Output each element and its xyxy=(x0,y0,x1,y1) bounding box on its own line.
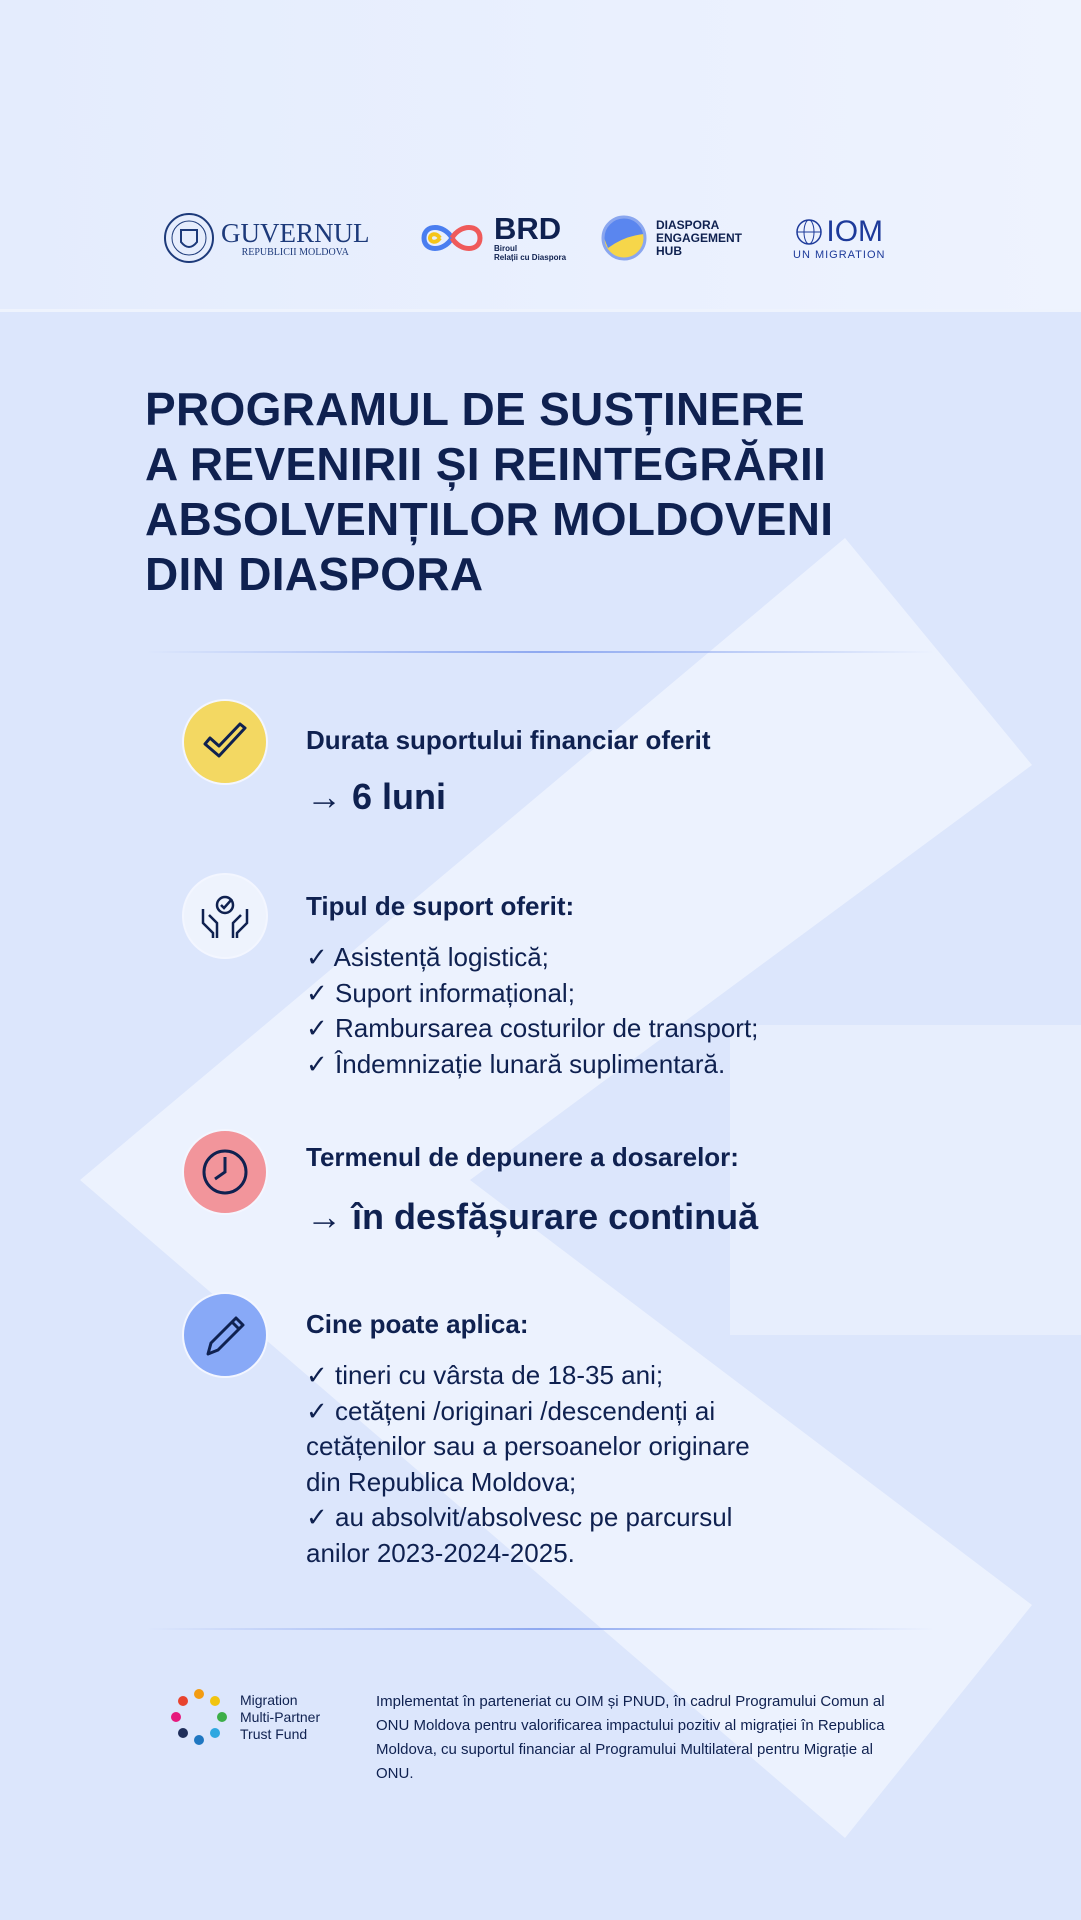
list-item: ✓ Îndemnizație lunară suplimentară. xyxy=(306,1048,726,1079)
title-line: DIN DIASPORA xyxy=(145,548,484,600)
eligibility-list xyxy=(306,1358,750,1571)
divider xyxy=(145,1628,935,1630)
clock-icon xyxy=(182,1129,268,1215)
fund-line: Multi-Partner xyxy=(240,1708,321,1725)
diaspora-hub-logo xyxy=(600,208,742,268)
iom-name: IOM xyxy=(826,215,884,248)
guvernul-name: GUVERNUL xyxy=(221,217,370,248)
list-item: din Republica Moldova; xyxy=(306,1466,577,1497)
hub-circle-icon xyxy=(600,214,648,262)
section-heading: Durata suportului financiar oferit xyxy=(306,725,711,755)
footer-text: Implementat în parteneriat cu OIM și PNUD, în cadrul Programului Comun al ONU Moldova pentru valorificarea impactului pozitiv al migrației în Republica Moldova, cu suportul financiar al Programului Multilateral pentru Migrație al ONU. xyxy=(376,1693,885,1782)
brd-sub1: Biroul xyxy=(494,244,518,253)
brd-name: BRD xyxy=(494,211,562,246)
list-item: ✓ Suport informațional; xyxy=(306,977,575,1008)
deadline-value: → în desfășurare continuă xyxy=(306,1196,759,1237)
list-item: ✓ tineri cu vârsta de 18-35 ani; xyxy=(306,1360,664,1390)
logo-header xyxy=(0,0,1081,312)
guvernul-sub: REPUBLICII MOLDOVA xyxy=(241,246,349,258)
mptf-ring-icon xyxy=(170,1688,228,1746)
title-line: ABSOLVENȚILOR MOLDOVENI xyxy=(145,493,834,545)
list-item: anilor 2023-2024-2025. xyxy=(306,1537,575,1568)
duration-value: → 6 luni xyxy=(306,776,447,817)
hub-line3: HUB xyxy=(656,243,682,258)
brd-logo xyxy=(418,208,566,268)
divider xyxy=(145,651,935,653)
list-item: ✓ Asistență logistică; xyxy=(306,942,549,972)
list-item: cetățenilor sau a persoanelor originare xyxy=(306,1431,750,1461)
guvernul-logo xyxy=(163,208,370,268)
globe-icon xyxy=(795,218,823,246)
hub-line1: DIASPORA xyxy=(656,217,720,232)
coat-of-arms-icon xyxy=(163,210,215,266)
title-line: PROGRAMUL DE SUSȚINERE xyxy=(145,383,806,435)
section-heading: Cine poate aplica: xyxy=(306,1309,529,1339)
list-item: ✓ cetățeni /originari /descendenți ai xyxy=(306,1395,716,1426)
fund-line: Migration xyxy=(240,1691,298,1708)
brd-sub2: Relații cu Diaspora xyxy=(494,253,567,262)
checkmark-icon xyxy=(182,699,268,785)
page-title xyxy=(145,382,833,602)
infinity-icon xyxy=(418,218,486,258)
hub-line2: ENGAGEMENT xyxy=(656,230,743,245)
list-item: ✓ au absolvit/absolvesc pe parcursul xyxy=(306,1502,733,1532)
section-heading: Tipul de suport oferit: xyxy=(306,891,575,921)
iom-logo xyxy=(793,208,885,268)
pencil-icon xyxy=(182,1292,268,1378)
list-item: ✓ Rambursarea costurilor de transport; xyxy=(306,1013,759,1043)
mptf-logo xyxy=(170,1688,320,1746)
fund-line: Trust Fund xyxy=(240,1725,308,1742)
hands-check-icon xyxy=(182,873,268,959)
support-list xyxy=(306,940,758,1082)
section-heading: Termenul de depunere a dosarelor: xyxy=(306,1142,739,1172)
title-line: A REVENIRII ȘI REINTEGRĂRII xyxy=(145,438,827,490)
iom-sub: UN MIGRATION xyxy=(793,249,886,261)
